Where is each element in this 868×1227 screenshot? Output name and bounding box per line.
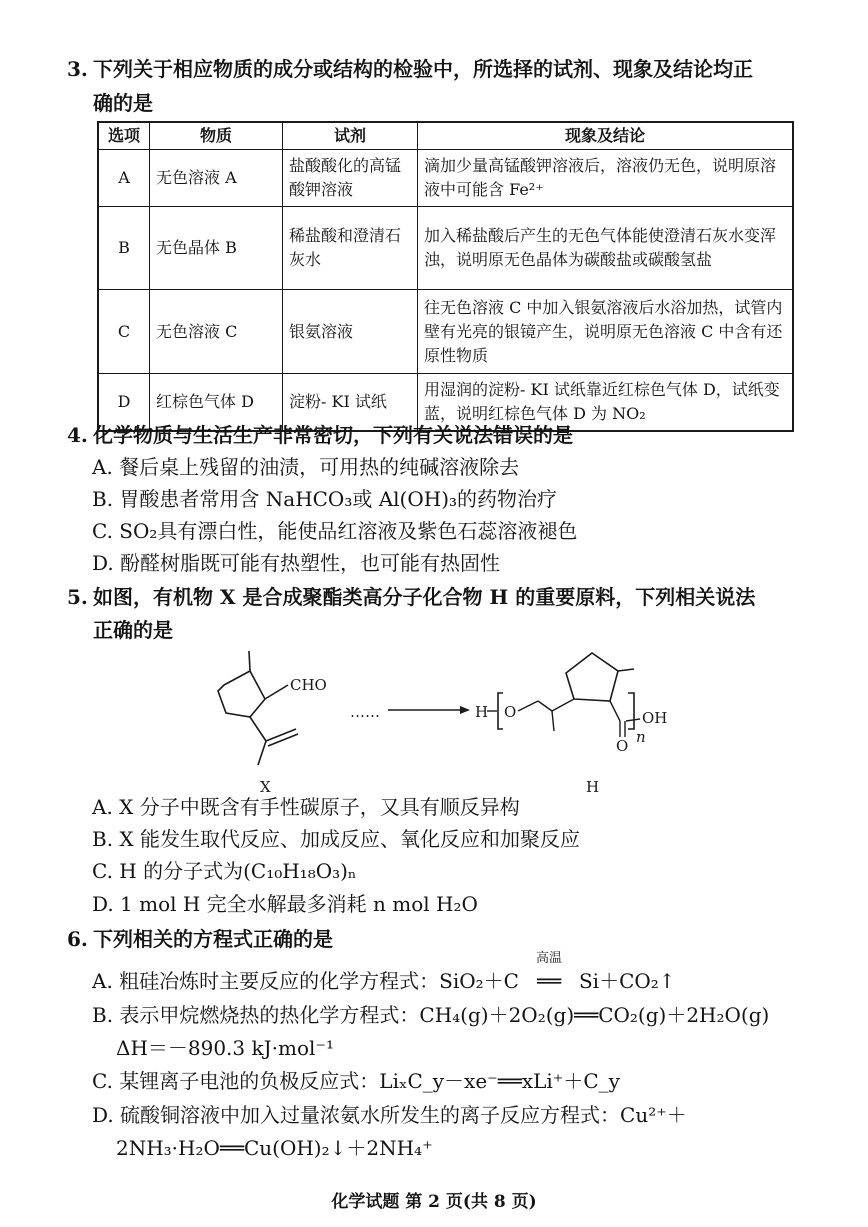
q5-option-b: B. X 能发生取代反应、加成反应、氧化反应和加聚反应 — [92, 827, 581, 851]
header-reagent: 试剂 — [283, 122, 418, 150]
row-b-option: B — [98, 207, 150, 290]
reaction-dots: …… — [350, 703, 380, 721]
molecule-x — [218, 651, 327, 795]
q5-stem — [67, 580, 807, 614]
table-row — [98, 207, 793, 290]
h-ring-methyl — [618, 669, 634, 671]
x-cho-label: CHO — [290, 676, 327, 694]
q3-number: 3. — [67, 57, 88, 81]
q6-stem-text: 下列相关的方程式正确的是 — [93, 927, 333, 951]
q5-structure-diagram — [200, 645, 720, 795]
q6-option-d-line1: D. 硫酸铜溶液中加入过量浓氨水所发生的离子反应方程式：Cu²⁺＋ — [92, 1103, 687, 1127]
h-chain-3 — [552, 699, 574, 711]
header-option: 选项 — [98, 122, 150, 150]
q3-table — [97, 121, 794, 432]
h-oh-label: OH — [642, 709, 668, 727]
right-bracket — [628, 693, 634, 729]
q3-stem-line1: 下列关于相应物质的成分或结构的检验中，所选择的试剂、现象及结论均正 — [93, 57, 753, 81]
row-c-reagent: 银氨溶液 — [283, 290, 418, 374]
q6-option-b-line1: B. 表示甲烷燃烧热的热化学方程式：CH₄(g)＋2O₂(g)══CO₂(g)＋2H₂O(g) — [92, 1003, 770, 1027]
label-x: X — [260, 778, 271, 795]
q6-option-a — [92, 951, 676, 996]
q5-stem-line1: 如图，有机物 X 是合成聚酯类高分子化合物 H 的重要原料，下列相关说法 — [93, 585, 756, 609]
q5-option-a: A. X 分子中既含有手性碳原子，又具有顺反异构 — [92, 795, 520, 819]
h-chain-1 — [518, 701, 538, 711]
h-oxygen-label: O — [504, 703, 517, 721]
row-c-substance: 无色溶液 C — [150, 290, 283, 374]
row-b-substance: 无色晶体 B — [150, 207, 283, 290]
q6-option-a-condition: 高温 ══ — [519, 966, 579, 996]
row-b-reagent: 稀盐酸和澄清石灰水 — [283, 207, 418, 290]
x-methyl-bond — [249, 651, 250, 671]
h-chain-methyl — [552, 711, 554, 731]
q6-option-a-lhs: A. 粗硅冶炼时主要反应的化学方程式：SiO₂＋C — [92, 969, 519, 993]
q4-option-d: D. 酚醛树脂既可能有热塑性，也可能有热固性 — [92, 551, 501, 575]
row-d-reagent: 淀粉- KI 试纸 — [283, 374, 418, 432]
row-c-option: C — [98, 290, 150, 374]
q5-option-c: C. H 的分子式为(C₁₀H₁₈O₃)ₙ — [92, 859, 357, 883]
header-result: 现象及结论 — [418, 122, 794, 150]
q6-stem — [67, 922, 807, 956]
row-c-result: 往无色溶液 C 中加入银氨溶液后水浴加热，试管内壁有光亮的银镜产生，说明原无色溶液 C 中含有还原性物质 — [418, 290, 794, 374]
x-vinyl-bond — [250, 717, 266, 741]
row-a-option: A — [98, 150, 150, 207]
condition-label: 高温 — [535, 951, 562, 966]
row-a-substance: 无色溶液 A — [150, 150, 283, 207]
h-chain-2 — [538, 701, 552, 711]
q4-stem-text: 化学物质与生活生产非常密切，下列有关说法错误的是 — [93, 423, 573, 447]
q4-option-c: C. SO₂具有漂白性，能使品红溶液及紫色石蕊溶液褪色 — [92, 519, 578, 543]
h-carbonyl-o: O — [616, 737, 629, 755]
arrow-head-icon — [460, 706, 470, 714]
q5-stem-line2: 正确的是 — [93, 618, 173, 642]
h-oh-bond — [626, 719, 640, 721]
left-bracket — [498, 693, 503, 729]
header-substance: 物质 — [150, 122, 283, 150]
q4-option-a: A. 餐后桌上残留的油渍，可用热的纯碱溶液除去 — [92, 455, 520, 479]
row-d-result: 用湿润的淀粉- KI 试纸靠近红棕色气体 D，试纸变蓝，说明红棕色气体 D 为 NO₂ — [418, 374, 794, 432]
q6-option-d-line2: 2NH₃·H₂O══Cu(OH)₂↓＋2NH₄⁺ — [116, 1136, 433, 1160]
h-n-label: n — [636, 728, 646, 746]
x-double-bond-2 — [268, 734, 298, 746]
q6-option-b-line2: ΔH＝－890.3 kJ·mol⁻¹ — [116, 1036, 334, 1060]
x-vinyl-methyl — [258, 741, 266, 765]
x-double-bond-1 — [266, 729, 296, 741]
row-d-substance: 红棕色气体 D — [150, 374, 283, 432]
row-a-reagent: 盐酸酸化的高锰酸钾溶液 — [283, 150, 418, 207]
q6-option-a-rhs: Si＋CO₂↑ — [578, 969, 676, 993]
x-cho-bond — [265, 685, 288, 699]
row-a-result: 滴加少量高锰酸钾溶液后，溶液仍无色，说明原溶液中可能含 Fe²⁺ — [418, 150, 794, 207]
row-d-option: D — [98, 374, 150, 432]
q4-option-b: B. 胃酸患者常用含 NaHCO₃或 Al(OH)₃的药物治疗 — [92, 487, 558, 511]
h-ring — [566, 653, 618, 701]
q3-stem-line2: 确的是 — [93, 91, 153, 115]
x-ring — [218, 671, 265, 717]
polymer-h — [475, 653, 667, 795]
table-header-row — [98, 122, 793, 150]
h-end-label: H — [475, 703, 489, 721]
q3-stem — [67, 52, 807, 86]
row-b-result: 加入稀盐酸后产生的无色气体能使澄清石灰水变浑浊，说明原无色晶体为碳酸盐或碳酸氢盐 — [418, 207, 794, 290]
q4-number: 4. — [67, 423, 88, 447]
h-carbonyl-bond — [610, 701, 620, 721]
table-row — [98, 150, 793, 207]
page-footer: 化学试题 第 2 页(共 8 页) — [331, 1192, 537, 1212]
table-row — [98, 290, 793, 374]
q6-option-c: C. 某锂离子电池的负极反应式：LiₓC_y－xe⁻══xLi⁺＋C_y — [92, 1069, 620, 1093]
q5-option-d: D. 1 mol H 完全水解最多消耗 n mol H₂O — [92, 892, 478, 916]
q6-number: 6. — [67, 927, 88, 951]
q4-stem — [67, 418, 807, 452]
label-h: H — [586, 778, 600, 795]
q5-number: 5. — [67, 585, 88, 609]
